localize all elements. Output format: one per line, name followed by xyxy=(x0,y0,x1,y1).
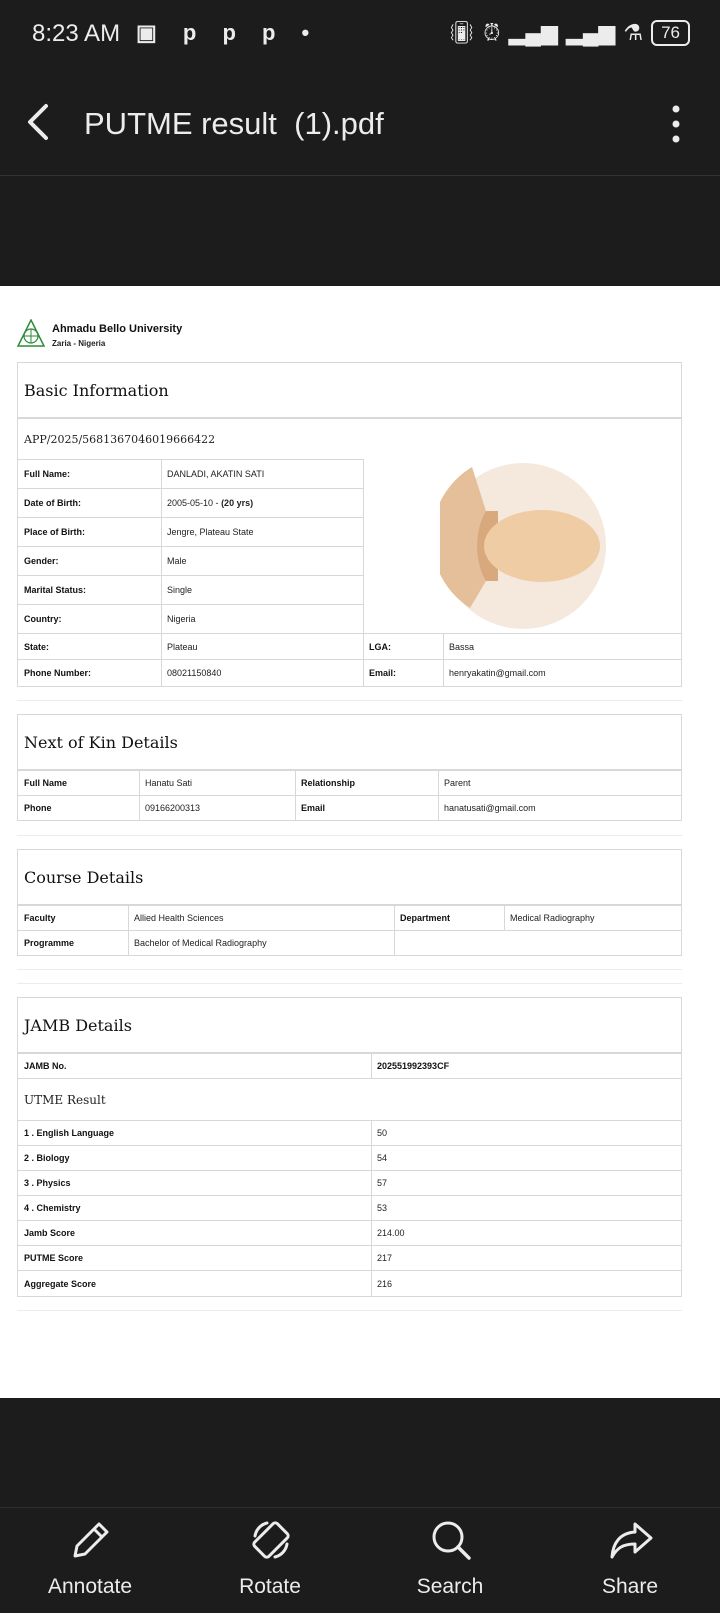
signal-icon-2: ▂▄▆ xyxy=(565,20,616,45)
applicant-photo-placeholder-icon xyxy=(440,463,606,629)
lga-value: Bassa xyxy=(443,633,681,659)
country-label: Country: xyxy=(18,604,161,633)
faculty-label: Faculty xyxy=(18,905,128,930)
kin-relationship-value: Parent xyxy=(438,770,681,795)
column-divider xyxy=(394,905,395,955)
dob-date: 2005-05-10 - xyxy=(167,498,219,508)
programme-label: Programme xyxy=(18,930,128,955)
gender-value: Male xyxy=(161,546,363,575)
dob-value xyxy=(161,488,363,517)
search-label: Search xyxy=(416,1575,484,1598)
column-divider xyxy=(504,905,505,930)
subject-label: 2 . Biology xyxy=(18,1145,371,1170)
jamb-no-label: JAMB No. xyxy=(18,1053,371,1078)
jamb-no-value: 202551992393CF xyxy=(371,1053,681,1078)
dob-age: (20 yrs) xyxy=(221,498,254,508)
column-divider xyxy=(371,1120,372,1296)
kin-email-value: hanatusati@gmail.com xyxy=(438,795,681,820)
basic-information-section xyxy=(17,362,682,687)
kin-name-label: Full Name xyxy=(18,770,139,795)
marital-status-label: Marital Status: xyxy=(18,575,161,604)
annotate-button[interactable] xyxy=(0,1508,180,1613)
section-title: Basic Information xyxy=(18,363,681,418)
status-bar xyxy=(0,0,720,72)
full-name-value: DANLADI, AKATIN SATI xyxy=(161,459,363,488)
state-value: Plateau xyxy=(161,633,363,659)
lga-label: LGA: xyxy=(363,633,443,659)
section-separator xyxy=(17,969,682,970)
putme-score-label: PUTME Score xyxy=(18,1245,371,1270)
email-value: henryakatin@gmail.com xyxy=(443,659,681,686)
faculty-value: Allied Health Sciences xyxy=(128,905,394,930)
jamb-score-value: 214.00 xyxy=(371,1220,681,1245)
jamb-score-label: Jamb Score xyxy=(18,1220,371,1245)
place-of-birth-label: Place of Birth: xyxy=(18,517,161,546)
back-arrow-icon[interactable] xyxy=(22,102,56,142)
share-button[interactable] xyxy=(540,1508,720,1613)
subject-label: 1 . English Language xyxy=(18,1120,371,1145)
system-icons xyxy=(447,20,690,46)
column-divider xyxy=(438,770,439,820)
phone-label: Phone Number: xyxy=(18,659,161,686)
share-arrow-icon xyxy=(609,1518,653,1562)
share-label: Share xyxy=(601,1575,659,1598)
next-of-kin-section xyxy=(17,714,682,821)
section-separator xyxy=(17,700,682,701)
notification-icons: ▣ p p p • xyxy=(136,20,320,45)
subject-score: 50 xyxy=(371,1120,681,1145)
bottom-toolbar xyxy=(0,1507,720,1613)
column-divider xyxy=(371,1053,372,1078)
department-value: Medical Radiography xyxy=(504,905,681,930)
rotate-icon xyxy=(249,1518,293,1562)
section-title: JAMB Details xyxy=(18,998,681,1053)
section-separator xyxy=(17,983,682,984)
empty-cell xyxy=(394,930,681,955)
subject-score: 54 xyxy=(371,1145,681,1170)
course-details-section xyxy=(17,849,682,956)
column-divider xyxy=(295,770,296,820)
section-title: Next of Kin Details xyxy=(18,715,681,770)
subject-label: 4 . Chemistry xyxy=(18,1195,371,1220)
putme-score-value: 217 xyxy=(371,1245,681,1270)
kin-phone-label: Phone xyxy=(18,795,139,820)
department-label: Department xyxy=(394,905,504,930)
dob-label: Date of Birth: xyxy=(18,488,161,517)
section-separator xyxy=(17,835,682,836)
pdf-page[interactable] xyxy=(0,286,720,1398)
full-name-label: Full Name: xyxy=(18,459,161,488)
alarm-icon: ⏰︎ xyxy=(483,20,501,45)
pencil-icon xyxy=(69,1518,113,1562)
app-bar xyxy=(0,72,720,176)
aggregate-score-value: 216 xyxy=(371,1270,681,1296)
rotate-button[interactable] xyxy=(180,1508,360,1613)
state-label: State: xyxy=(18,633,161,659)
annotate-label: Annotate xyxy=(47,1575,133,1598)
vibrate-icon: 📳︎ xyxy=(447,20,476,45)
more-options-icon[interactable] xyxy=(670,104,682,144)
subject-score: 57 xyxy=(371,1170,681,1195)
subject-score: 53 xyxy=(371,1195,681,1220)
column-divider xyxy=(128,905,129,955)
aggregate-score-label: Aggregate Score xyxy=(18,1270,371,1296)
application-number: APP/2025/5681367046019666422 xyxy=(18,418,681,459)
kin-relationship-label: Relationship xyxy=(295,770,438,795)
section-title: Course Details xyxy=(18,850,681,905)
country-value: Nigeria xyxy=(161,604,363,633)
kin-phone-value: 09166200313 xyxy=(139,795,295,820)
battery-icon: 76 xyxy=(651,20,690,46)
search-icon xyxy=(429,1518,473,1562)
university-logo-icon xyxy=(16,319,46,349)
section-separator xyxy=(17,1310,682,1311)
status-time: 8:23 AM xyxy=(32,20,121,47)
document-title: PUTME result (1).pdf xyxy=(84,106,384,141)
jamb-details-section xyxy=(17,997,682,1297)
column-divider xyxy=(443,633,444,686)
column-divider xyxy=(139,770,140,820)
email-label: Email: xyxy=(363,659,443,686)
utme-result-title: UTME Result xyxy=(18,1078,681,1120)
lab-flask-icon: ⚗ xyxy=(623,20,644,45)
university-name: Ahmadu Bello University xyxy=(52,323,183,335)
subject-label: 3 . Physics xyxy=(18,1170,371,1195)
programme-value: Bachelor of Medical Radiography xyxy=(128,930,394,955)
marital-status-value: Single xyxy=(161,575,363,604)
gender-label: Gender: xyxy=(18,546,161,575)
phone-value: 08021150840 xyxy=(161,659,363,686)
place-of-birth-value: Jengre, Plateau State xyxy=(161,517,363,546)
rotate-label: Rotate xyxy=(239,1575,301,1598)
search-button[interactable] xyxy=(360,1508,540,1613)
university-location: Zaria - Nigeria xyxy=(52,339,106,348)
signal-icon: ▂▄▆ xyxy=(508,20,558,45)
kin-name-value: Hanatu Sati xyxy=(139,770,295,795)
kin-email-label: Email xyxy=(295,795,438,820)
